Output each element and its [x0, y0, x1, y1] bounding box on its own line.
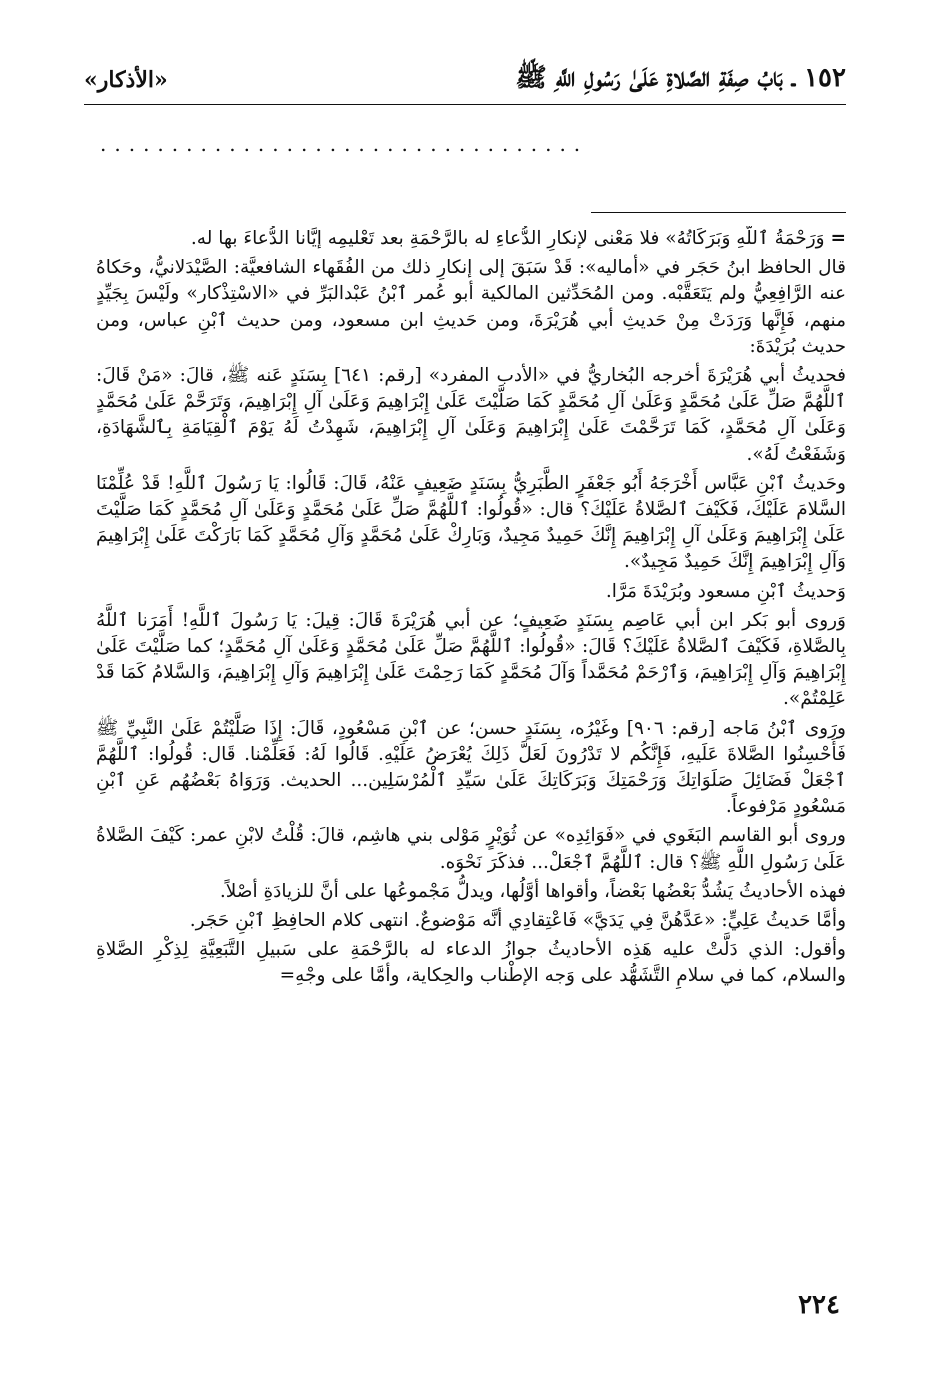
- footnote-paragraph: وَحديثُ ٱبْنِ مسعود وبُرَيْدَةَ مَرَّا.: [605, 580, 846, 602]
- continuation-marker: =: [830, 228, 846, 249]
- footnote-paragraph: وروى أبو القاسم البَغَوي في «فَوَائِدِه» عن ثُوَيْرٍ مَوْلى بني هاشِم، قالَ: قُلْتُ لابْنِ عمر: كَيْفَ الصَّلاةُ عَلَىٰ رَسُولِ اللَّهِ ﷺ؟ قال: ٱللَّهُمَّ ٱجْعَلْ... فذكَرَ نَحْوَه.: [96, 825, 846, 873]
- footnote-rule: [591, 212, 846, 213]
- footnote-paragraph: وأمَّا حَديثُ عَلِيٍّ: «عَدَّهُنَّ فِي يَدَيَّ» فَاعْتِقادِي أنَّه مَوْضوعٌ. انتهى كلام الحافِظِ ٱبْنِ حَجَر.: [189, 910, 846, 932]
- running-header: [84, 58, 846, 102]
- footnote-paragraph: فهذه الأحاديثُ يَشُدُّ بَعْضُها بَعْضاً، وأقواها أوَّلُها، ويدلُّ مَجْموعُها على أنَّ للزيادَةِ أصْلاً.: [219, 880, 846, 902]
- footnote-paragraph: قال الحافظ ابنُ حَجَر في «أماليه»: قَدْ سَبَقَ إلى إنكارِ ذلك من الفُقَهاء الشافعيَّة: الصَّيْدَلانيُّ، وحَكاهُ عنه الرَّافِعِيُّ ولم يَتَعَقَّبْه. ومن المُحَدِّثين المالكية أبو عُمر ٱبْنُ عَبْدالبَرِّ في «الاسْتِذْكار» ولَيْسَ بِجَيِّدٍ منهم، فَإِنَّها وَرَدَتْ مِنْ حَديثِ أبي هُرَيْرَةَ، ومن حَديثِ ابن مسعود، ومن حديث ٱبْنِ عباس، ومن حديث بُرَيْدَةَ:: [96, 257, 846, 357]
- book-title: «الأذكار»: [84, 67, 168, 93]
- footnote-paragraph: [96, 226, 846, 252]
- footnote-paragraph: وَروى أبو بَكر ابن أبي عَاصِم بِسَنَدٍ ضَعِيفٍ؛ عن أبي هُرَيْرَةَ قَالَ: قِيلَ: يَا رَسُولَ ٱللَّهِ! أَمَرَنا ٱللَّهُ بِالصَّلاةِ، فَكَيْفَ ٱلصَّلاةُ عَلَيْكَ؟ قَالَ: «قُولُوا: ٱللَّهُمَّ صَلِّ عَلَىٰ مُحَمَّدٍ وَعَلَىٰ آلِ مُحَمَّدٍ؛ كما صَلَّيْتَ عَلَىٰ إِبْرَاهِيمَ وَآلِ إِبْرَاهِيمَ، وَٱرْحَمْ مُحَمَّداً وَآلَ مُحَمَّدٍ كَمَا رَحِمْتَ عَلَىٰ إِبْرَاهِيمَ وَآلِ إِبْرَاهِيمَ، وَالسَّلامُ كَمَا قَدْ عَلِمْتُمْ».: [96, 609, 846, 710]
- header-rule: [84, 104, 846, 105]
- footnote-paragraph: ورَوى ٱبْنُ مَاجه [رقم: ٩٠٦] وغَيْرُه، بِسَنَدٍ حسن؛ عن ٱبْنِ مَسْعُودٍ، قَالَ: إِذَا صَلَّيْتُمْ عَلَىٰ النَّبِيِّ ﷺ فَأَحْسِنُوا الصَّلاةَ عَلَيهِ، فَإِنَّكُم لا تَدْرُونَ لَعَلَّ ذَلِكَ يُعْرَضُ عَلَيْهِ. قَالُوا لَهُ: فَعَلِّمْنا. قَال: قُولُوا: ٱللَّهُمَّ ٱجْعَلْ فَضَائِلَ صَلَوَاتِكَ وَرَحْمَتِكَ وَبَرَكَاتِكَ عَلَىٰ سَيِّدِ ٱلْمُرْسَلِين... الحديث. وَرَوَاهُ بَعْضُهُم عَنِ ٱبْنِ مَسْعُودٍ مَرْفوعاً.: [96, 717, 846, 818]
- paragraph-text: وَرَحْمَةُ ٱللَّهِ وَبَرَكَاتُهُ» فلا مَعْنى لإنكارِ الدُّعاءِ له بالرَّحْمَةِ بعد تَعْليمِه إيَّانا الدُّعاءَ بها له.: [190, 228, 825, 249]
- footnote-body: [96, 226, 846, 1284]
- separator-dots: ..................................: [100, 132, 589, 156]
- footnote-paragraph: وأقول: الذي دَلَّتْ عليه هَذِه الأحاديثُ جوازُ الدعاء له بالرَّحْمَةِ على سَبيلِ التَّبَعِيَّةِ لِذِكْرِ الصَّلاةِ والسلام، كما في سلامِ التَّشَهُّد على وَجه الإطْناب والحِكاية، وأمَّا على وجْهِ=: [96, 939, 846, 987]
- chapter-title: ١٥٢ ـ بَابُ صِفَةِ الصَّلاةِ عَلَىٰ رَسُولِ اللَّهِ ﷺ: [515, 63, 846, 93]
- footnote-paragraph: فحديثُ أبي هُرَيْرَةَ أخرجه البُخاريُّ في «الأدب المفرد» [رقم: ٦٤١] بِسَنَدٍ عَنه ﷺ، قالَ: «مَنْ قَالَ: ٱللَّهُمَّ صَلِّ عَلَىٰ مُحَمَّدٍ وَعَلَىٰ آلِ مُحَمَّدٍ كَمَا صَلَّيْتَ عَلَىٰ إِبْرَاهِيمَ وَعَلَىٰ آلِ إِبْرَاهِيمَ، وَتَرَحَّمْ عَلَىٰ مُحَمَّدٍ وَعَلَىٰ آلِ مُحَمَّدٍ، كَمَا تَرَحَّمْتَ عَلَىٰ إِبْرَاهِيمَ وَعَلَىٰ آلِ إِبْرَاهِيمَ، شَهِدْتُ لَهُ يَوْمَ ٱلْقِيَامَةِ بِٱلشَّهَادَةِ، وَشَفَعْتُ لَهُ».: [96, 365, 846, 465]
- page-number: ٢٢٤: [798, 1290, 840, 1320]
- footnote-paragraph: وحَديثُ ٱبْنِ عَبَّاس أَخْرَجَهُ أَبُو جَعْفَرٍ الطَّبَرِيُّ بِسَنَدٍ ضَعِيفٍ عَنْهُ، قَالَ: قَالُوا: يَا رَسُولَ ٱللَّهِ! قَدْ عُلِّمْنَا السَّلامَ عَلَيْكَ، فَكَيْفَ ٱلصَّلاةُ عَلَيْكَ؟ قال: «قُولُوا: ٱللَّهُمَّ صَلِّ عَلَىٰ مُحَمَّدٍ وَعَلَىٰ آلِ مُحَمَّدٍ كَمَا صَلَّيْتَ عَلَىٰ إِبْرَاهِيمَ وَعَلَىٰ آلِ إِبْرَاهِيمَ إِنَّكَ حَمِيدٌ مَجِيدٌ، وَبَارِكْ عَلَىٰ مُحَمَّدٍ وَآلِ مُحَمَّدٍ كَمَا بَارَكْتَ عَلَىٰ إِبْرَاهِيمَ وَآلِ إِبْرَاهِيمَ إِنَّكَ حَمِيدٌ مَجِيدٌ».: [96, 472, 846, 573]
